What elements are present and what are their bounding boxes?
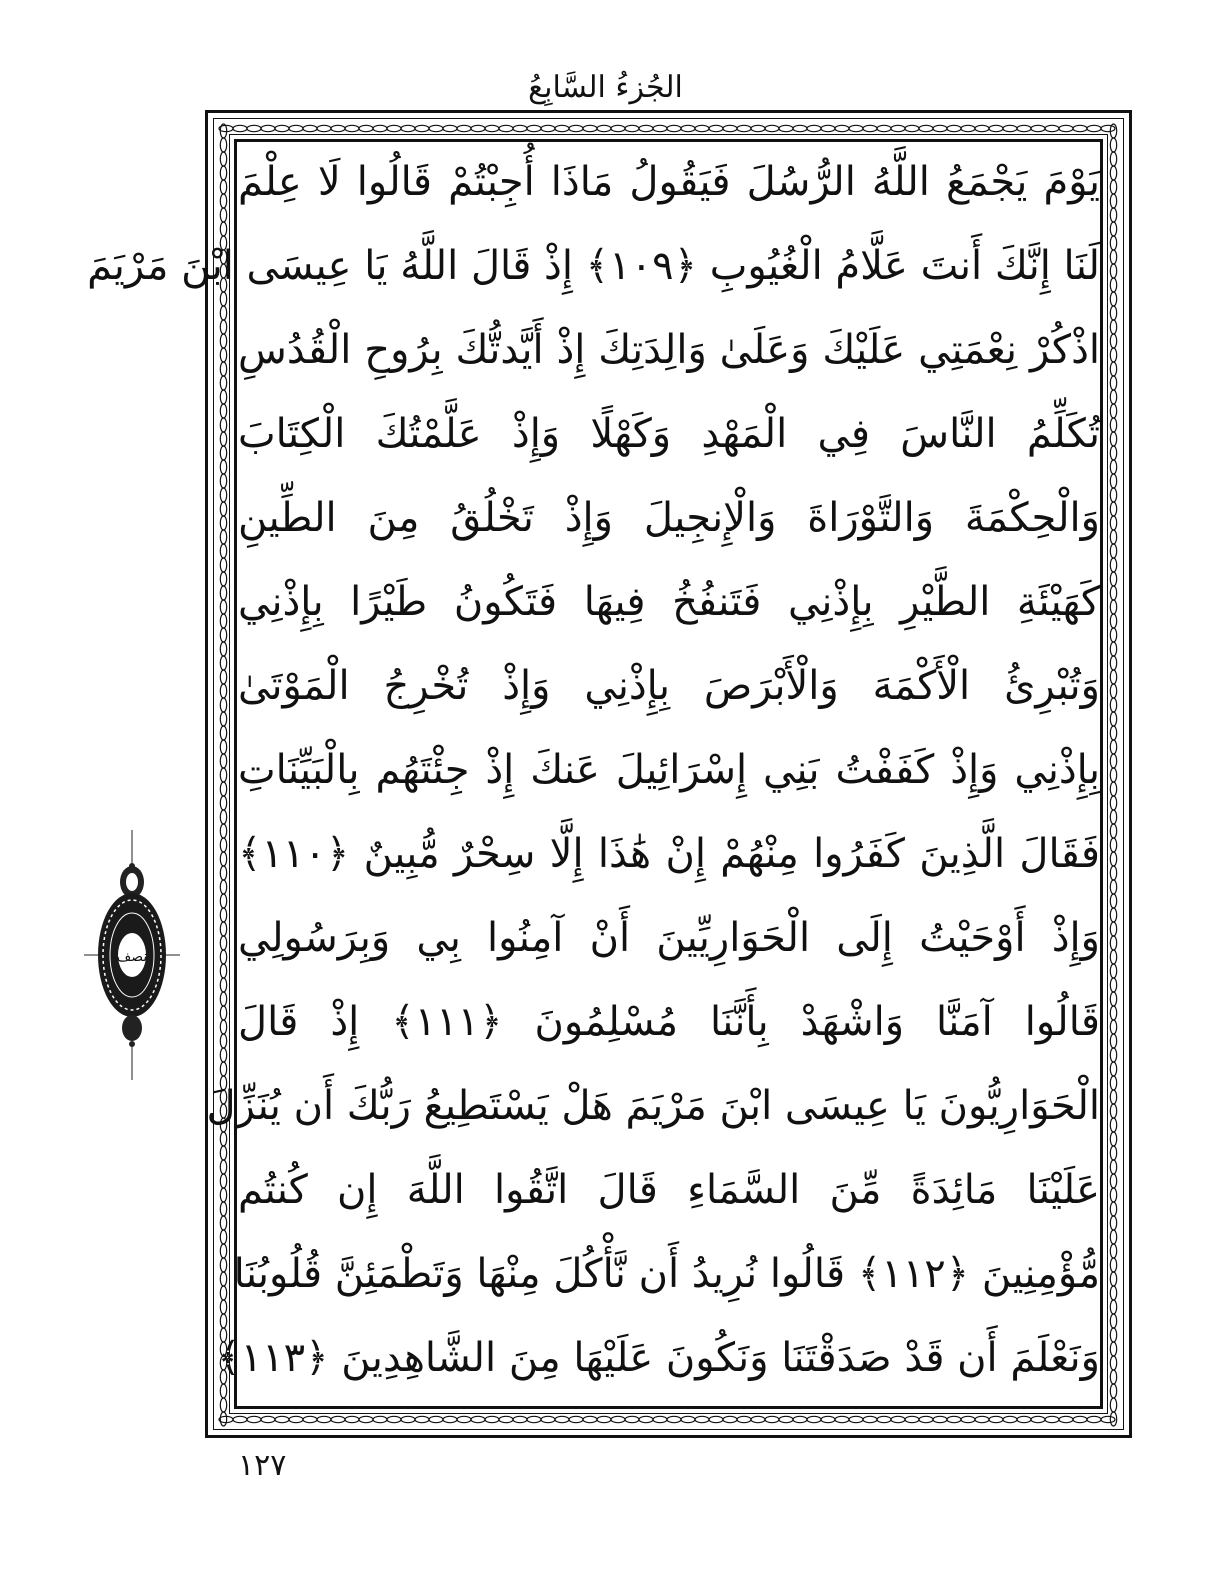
- verse-line-12: الْحَوَارِيُّونَ يَا عِيسَى ابْنَ مَرْيَمَ هَلْ يَسْتَطِيعُ رَبُّكَ أَن يُنَزِّلَ: [206, 1083, 1100, 1129]
- verse-line-5: وَالْحِكْمَةَ وَالتَّوْرَاةَ وَالْإِنجِيلَ وَإِذْ تَخْلُقُ مِنَ الطِّينِ: [238, 495, 1100, 541]
- hizb-medallion-icon: [84, 830, 180, 1080]
- verse-line-3: اذْكُرْ نِعْمَتِي عَلَيْكَ وَعَلَىٰ وَالِدَتِكَ إِذْ أَيَّدتُّكَ بِرُوحِ الْقُدُسِ: [238, 327, 1100, 373]
- verse-line-15: وَنَعْلَمَ أَن قَدْ صَدَقْتَنَا وَنَكُونَ عَلَيْهَا مِنَ الشَّاهِدِينَ ﴿١١٣﴾: [217, 1335, 1100, 1381]
- verse-line-6: كَهَيْئَةِ الطَّيْرِ بِإِذْنِي فَتَنفُخُ فِيهَا فَتَكُونُ طَيْرًا بِإِذْنِي: [238, 579, 1100, 625]
- verse-line-7: وَتُبْرِئُ الْأَكْمَهَ وَالْأَبْرَصَ بِإِذْنِي وَإِذْ تُخْرِجُ الْمَوْتَىٰ: [238, 663, 1100, 709]
- verse-line-14: مُّؤْمِنِينَ ﴿١١٢﴾ قَالُوا نُرِيدُ أَن نَّأْكُلَ مِنْهَا وَتَطْمَئِنَّ قُلُوبُنَا: [233, 1251, 1100, 1297]
- verse-line-11: قَالُوا آمَنَّا وَاشْهَدْ بِأَنَّنَا مُسْلِمُونَ ﴿١١١﴾ إِذْ قَالَ: [238, 999, 1101, 1045]
- verse-line-1: يَوْمَ يَجْمَعُ اللَّهُ الرُّسُلَ فَيَقُولُ مَاذَا أُجِبْتُمْ قَالُوا لَا عِلْمَ: [238, 159, 1100, 205]
- verse-line-8: بِإِذْنِي وَإِذْ كَفَفْتُ بَنِي إِسْرَائِيلَ عَنكَ إِذْ جِئْتَهُم بِالْبَيِّنَاتِ: [238, 747, 1100, 793]
- page-number: ١٢٧: [238, 1448, 287, 1483]
- verse-line-13: عَلَيْنَا مَائِدَةً مِّنَ السَّمَاءِ قَالَ اتَّقُوا اللَّهَ إِن كُنتُم: [238, 1167, 1100, 1213]
- hizb-label: نصف: [116, 949, 148, 965]
- verse-line-4: تُكَلِّمُ النَّاسَ فِي الْمَهْدِ وَكَهْلًا وَإِذْ عَلَّمْتُكَ الْكِتَابَ: [238, 411, 1100, 457]
- verse-line-10: وَإِذْ أَوْحَيْتُ إِلَى الْحَوَارِيِّينَ أَنْ آمِنُوا بِي وَبِرَسُولِي: [238, 915, 1100, 961]
- verse-line-9: فَقَالَ الَّذِينَ كَفَرُوا مِنْهُمْ إِنْ هَٰذَا إِلَّا سِحْرٌ مُّبِينٌ ﴿١١٠﴾: [238, 831, 1100, 877]
- verse-line-2: لَنَا إِنَّكَ أَنتَ عَلَّامُ الْغُيُوبِ ﴿١٠٩﴾ إِذْ قَالَ اللَّهُ يَا عِيسَى ابْنَ مَرْيَمَ: [87, 243, 1100, 289]
- juz-title: الجُزءُ السَّابِعُ: [528, 70, 683, 105]
